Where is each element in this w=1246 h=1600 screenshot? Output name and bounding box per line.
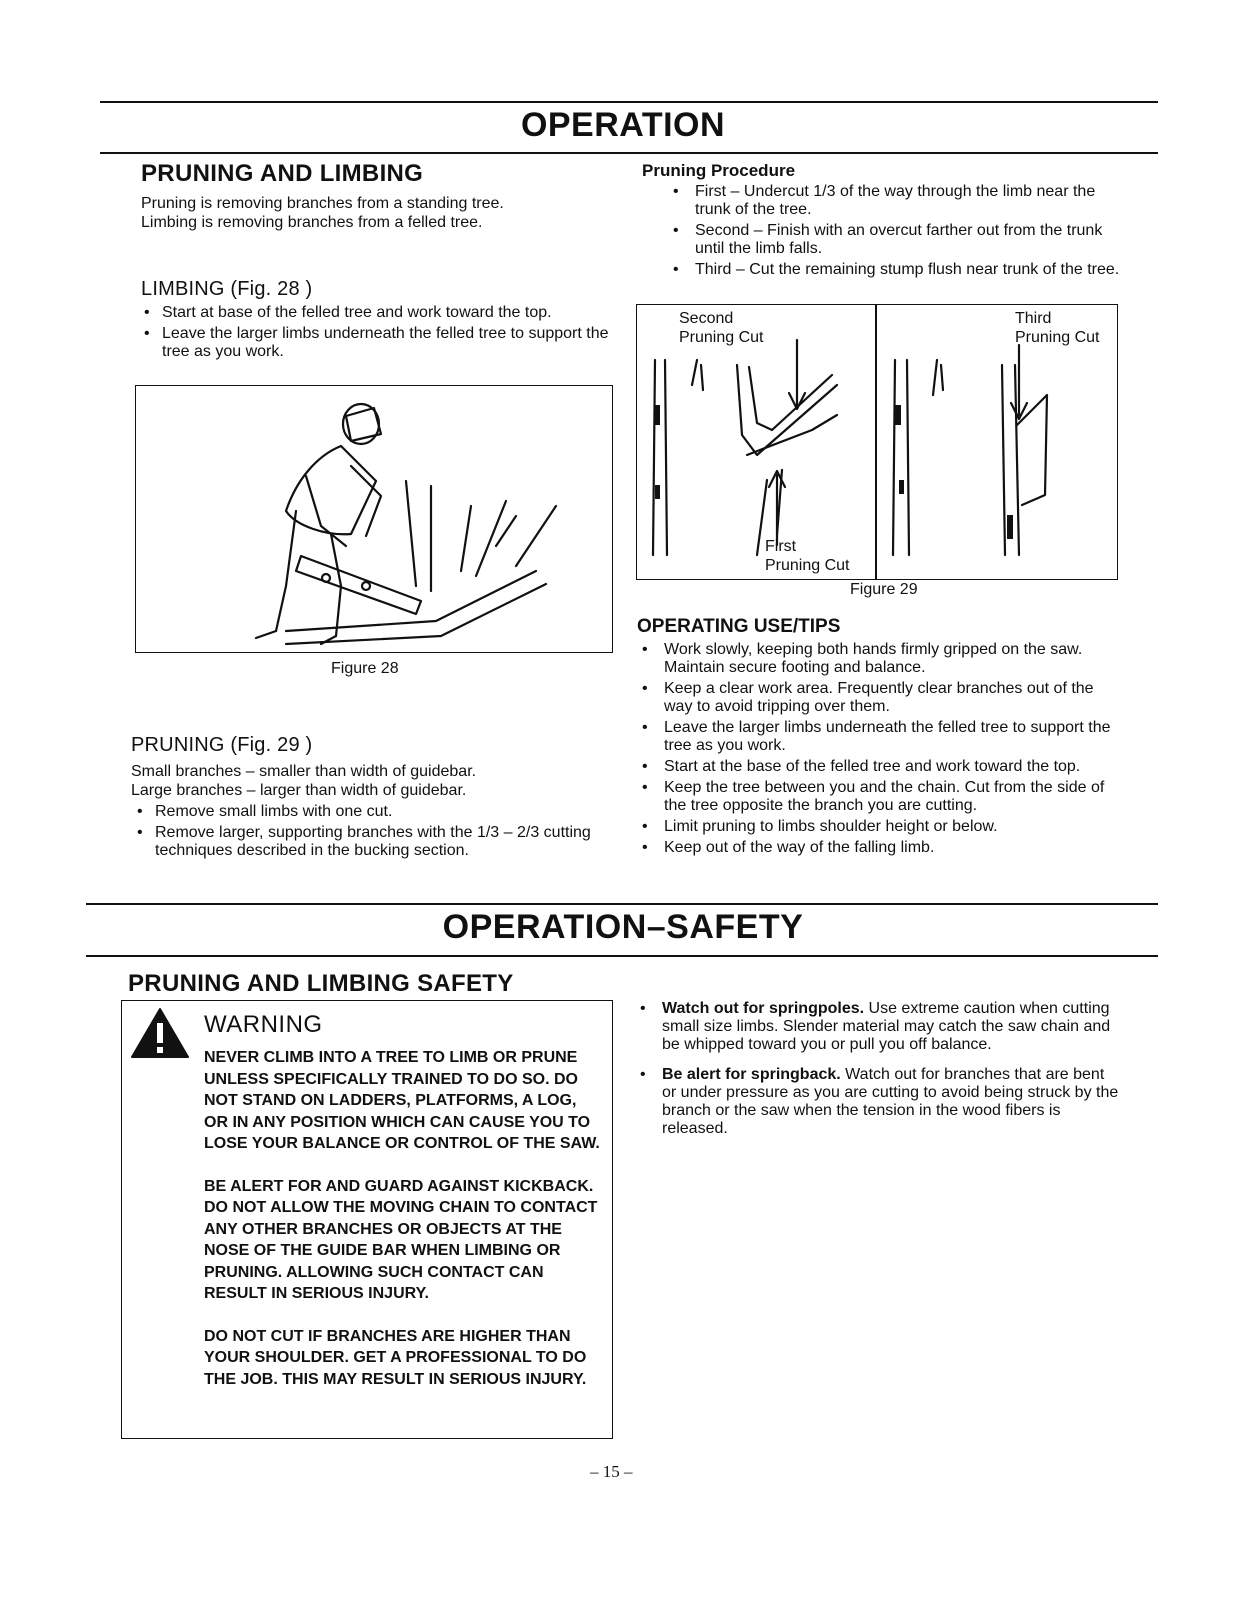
chainsaw-limbing-drawing: [136, 386, 612, 652]
safety-bullets: [632, 1000, 1122, 1141]
safety-heading: PRUNING AND LIMBING SAFETY: [128, 970, 514, 997]
warning-triangle-icon: [128, 1005, 192, 1061]
list-item: • Start at base of the felled tree and work toward the top.: [138, 304, 616, 322]
third-cut-label: Third Pruning Cut: [1015, 310, 1100, 346]
list-item: • Remove larger, supporting branches with the 1/3 – 2/3 cutting techniques described in the bucking section.: [131, 824, 619, 860]
pruning-heading: PRUNING (Fig. 29 ): [131, 734, 313, 756]
springpoles-lead: Watch out for springpoles.: [662, 1000, 865, 1017]
list-item: • Remove small limbs with one cut.: [131, 803, 619, 821]
operating-tips-heading: OPERATING USE/TIPS: [637, 616, 841, 637]
warning-paragraph: NEVER CLIMB INTO A TREE TO LIMB OR PRUNE UNLESS SPECIFICALLY TRAINED TO DO SO. DO NOT STAND ON LADDERS, PLATFORMS, A LOG, OR IN ANY POSITION WHICH CAN CAUSE YOU TO LOSE YOUR BALANCE OR CONTROL OF THE SAW.: [204, 1049, 600, 1152]
springpoles-text: Use extreme caution when cutting small size limbs. Slender material may catch the saw chain and be whipped toward you or pull you off balance.: [662, 1000, 1111, 1053]
list-item: • Leave the larger limbs underneath the felled tree to support the tree as you work.: [634, 719, 1124, 755]
warning-text: [204, 1047, 604, 1411]
list-item: • Leave the larger limbs underneath the felled tree to support the tree as you work.: [138, 325, 616, 361]
limbing-bullets: [138, 304, 616, 364]
safety-title: OPERATION–SAFETY: [442, 908, 804, 946]
page-number: – 15 –: [590, 1462, 633, 1481]
warning-paragraph: BE ALERT FOR AND GUARD AGAINST KICKBACK. DO NOT ALLOW THE MOVING CHAIN TO CONTACT ANY OTHER BRANCHES OR OBJECTS AT THE NOSE OF THE GUIDE BAR WHEN LIMBING OR PRUNING. ALLOWING SUCH CONTACT CAN RESULT IN SERIOUS INJURY.: [204, 1177, 598, 1302]
pruning-cuts-drawing: [637, 305, 1117, 579]
warning-box: [121, 1000, 613, 1439]
second-cut-label: Second Pruning Cut: [679, 310, 764, 346]
pruning-procedure-heading: Pruning Procedure: [642, 161, 796, 180]
intro-line: Limbing is removing branches from a felled tree.: [141, 214, 483, 231]
list-item: [632, 1066, 1122, 1138]
operating-tips-bullets: [634, 641, 1124, 860]
list-item: • Limit pruning to limbs shoulder height or below.: [634, 818, 1124, 836]
pruning-limbing-heading: PRUNING AND LIMBING: [141, 160, 424, 187]
pruning-limbing-intro: [141, 194, 601, 232]
list-item: • Second – Finish with an overcut farther out from the trunk until the limb falls.: [665, 222, 1125, 258]
pruning-line: Small branches – smaller than width of guidebar.: [131, 763, 477, 780]
springback-lead: Be alert for springback.: [662, 1066, 841, 1083]
figure-28-caption: Figure 28: [331, 660, 399, 677]
list-item: • Keep the tree between you and the chain. Cut from the side of the tree opposite the branch you are cutting.: [634, 779, 1124, 815]
list-item: [632, 1000, 1122, 1054]
pruning-line: Large branches – larger than width of guidebar.: [131, 782, 467, 799]
list-item: • Keep a clear work area. Frequently clear branches out of the way to avoid tripping over them.: [634, 680, 1124, 716]
figure-29-illustration: [636, 304, 1118, 580]
operation-title: OPERATION: [520, 106, 726, 144]
list-item: • Third – Cut the remaining stump flush near trunk of the tree.: [665, 261, 1125, 279]
pruning-procedure-bullets: [665, 183, 1125, 282]
list-item: • Keep out of the way of the falling limb.: [634, 839, 1124, 857]
pruning-lines: [131, 762, 611, 800]
intro-line: Pruning is removing branches from a standing tree.: [141, 195, 504, 212]
operation-rule: [100, 152, 1158, 154]
pruning-bullets: [131, 803, 619, 863]
figure-28-illustration: [135, 385, 613, 653]
figure-29-caption: Figure 29: [850, 581, 918, 598]
safety-top-rule: [86, 903, 1158, 905]
list-item: • First – Undercut 1/3 of the way through the limb near the trunk of the tree.: [665, 183, 1125, 219]
first-cut-label: First Pruning Cut: [765, 538, 850, 574]
springback-text: Watch out for branches that are bent or under pressure as you are cutting to avoid being struck by the branch or the saw when the tension in the wood fibers is released.: [662, 1066, 1119, 1137]
top-rule: [100, 101, 1158, 103]
limbing-heading: LIMBING (Fig. 28 ): [141, 278, 313, 300]
safety-rule: [86, 955, 1158, 957]
warning-title: WARNING: [204, 1011, 323, 1038]
list-item: • Work slowly, keeping both hands firmly gripped on the saw. Maintain secure footing and balance.: [634, 641, 1124, 677]
list-item: • Start at the base of the felled tree and work toward the top.: [634, 758, 1124, 776]
warning-paragraph: DO NOT CUT IF BRANCHES ARE HIGHER THAN YOUR SHOULDER. GET A PROFESSIONAL TO DO THE JOB. THIS MAY RESULT IN SERIOUS INJURY.: [204, 1327, 587, 1388]
